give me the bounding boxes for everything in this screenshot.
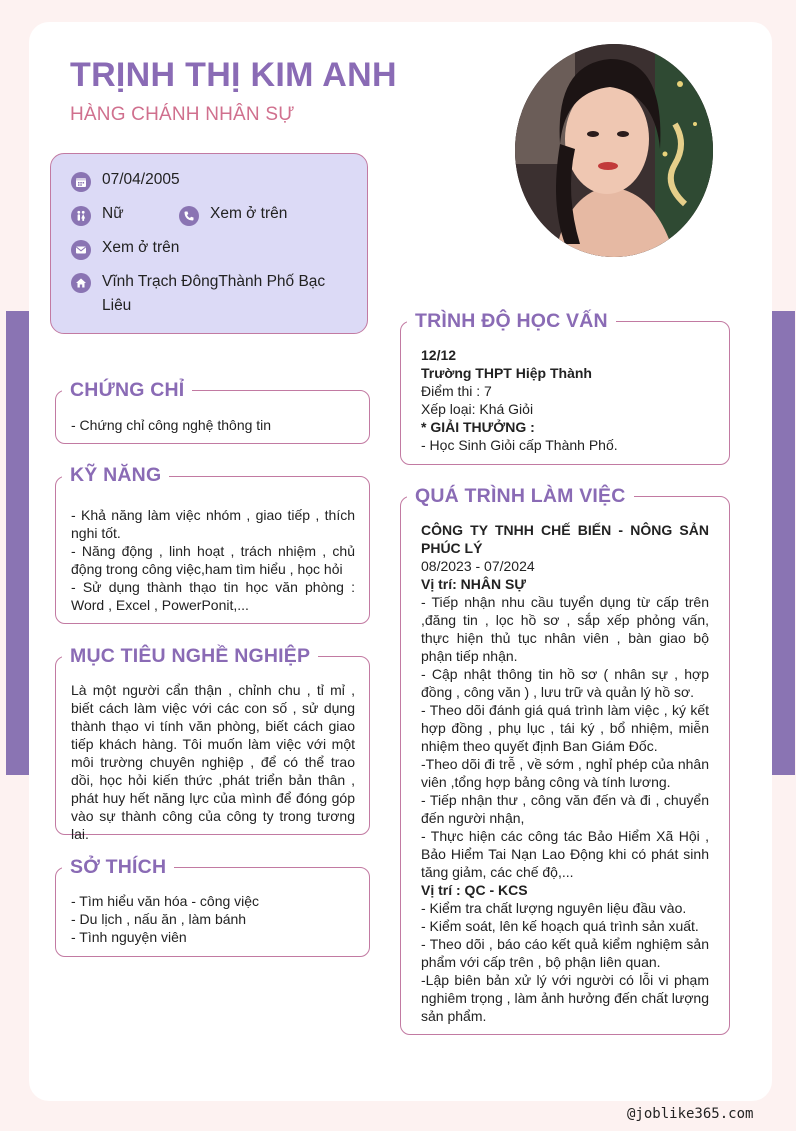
education-award: - Học Sinh Giỏi cấp Thành Phố. <box>421 437 618 453</box>
duty-item: - Kiểm soát, lên kế hoạch quá trình sản xuất. <box>421 918 699 934</box>
footer-brand: @joblike365.com <box>627 1106 754 1122</box>
objective-text: Là một người cẩn thận , chỉnh chu , tỉ mỉ , biết cách làm việc với các con số , sử dụng thành thạo vi tính văn phòng, biết cách giao tiếp khách hàng. Tôi muốn làm việc với một môi trường chuyên nghiệp , để có thể trao dồi, học hỏi kiến thức ,phát triển bản thân , phát huy hết năng lực của mình để đóng góp vào sự thành công của công ty trong tương lai. <box>71 682 355 842</box>
hobbies-title: SỞ THÍCH <box>62 856 174 879</box>
hobby-item: - Tìm hiểu văn hóa - công việc <box>71 893 260 909</box>
experience-title: QUÁ TRÌNH LÀM VIỆC <box>407 485 634 508</box>
profile-photo <box>515 44 713 257</box>
candidate-role: HÀNG CHÁNH NHÂN SỰ <box>70 104 295 125</box>
experience-body <box>421 521 709 1025</box>
calendar-icon <box>71 172 91 192</box>
duty-item: -Lập biên bản xử lý với người có lỗi vi phạm nghiêm trọng , làm ảnh hưởng đến chất lượng sản phẩm. <box>421 972 709 1024</box>
hobby-item: - Tình nguyện viên <box>71 929 187 945</box>
hobbies-list <box>71 892 355 946</box>
phone-row <box>179 205 287 226</box>
candidate-name: TRỊNH THỊ KIM ANH <box>70 56 397 94</box>
skills-list <box>71 506 355 614</box>
gender-row <box>71 205 124 226</box>
certificates-title: CHỨNG CHỈ <box>62 379 192 402</box>
left-accent-bar <box>6 311 29 775</box>
education-grade: 12/12 <box>421 347 457 363</box>
home-icon <box>71 273 91 293</box>
certificates-list <box>71 416 356 434</box>
email-row <box>71 239 179 260</box>
address-value: Vĩnh Trạch ĐôngThành Phố Bạc Liêu <box>102 273 326 314</box>
phone-icon <box>179 206 199 226</box>
education-awards-label: * GIẢI THƯỞNG : <box>421 419 535 435</box>
email-value: Xem ở trên <box>102 239 180 256</box>
gender-value: Nữ <box>102 205 124 222</box>
duty-item: - Thực hiện các công tác Bảo Hiểm Xã Hội , Bảo Hiểm Tai Nạn Lao Động khi có phát sinh tăng giảm, các chế độ,... <box>421 828 709 880</box>
education-body <box>421 346 717 454</box>
duty-item: -Theo dõi đi trễ , về sớm , nghỉ phép của nhân viên ,tổng hợp bảng công và tính lương. <box>421 756 709 790</box>
certificate-item: - Chứng chỉ công nghệ thông tin <box>71 417 272 433</box>
skill-item: - Năng động , linh hoạt , trách nhiệm , chủ động trong công việc,ham tìm hiểu , học hỏi <box>71 543 355 577</box>
profile-photo-illustration <box>515 44 713 257</box>
right-accent-bar <box>772 311 795 775</box>
position-hr: Vị trí: NHÂN SỰ <box>421 576 526 592</box>
duty-item: - Tiếp nhận thư , công văn đến và đi , chuyển đến người nhận, <box>421 792 709 826</box>
hobby-item: - Du lịch , nấu ăn , làm bánh <box>71 911 247 927</box>
address-row <box>71 273 341 318</box>
email-icon <box>71 240 91 260</box>
work-period: 08/2023 - 07/2024 <box>421 558 535 574</box>
skill-item: - Khả năng làm việc nhóm , giao tiếp , thích nghi tốt. <box>71 507 355 541</box>
duty-item: - Theo dõi đánh giá quá trình làm việc , ký kết hợp đồng , phụ lục , tái ký , bổ nhiệm, miễn nhiệm theo quyết định Ban Giám Đốc. <box>421 702 709 754</box>
phone-value: Xem ở trên <box>210 205 288 222</box>
duty-item: - Cập nhật thông tin hồ sơ ( nhân sự , hợp đồng , công văn ) , lưu trữ và quản lý hồ sơ. <box>421 666 709 700</box>
company-name: CÔNG TY TNHH CHẾ BIẾN - NÔNG SẢN PHÚC LÝ <box>421 522 709 556</box>
gender-icon <box>71 206 91 226</box>
skill-item: - Sử dụng thành thạo tin học văn phòng : Word , Excel , PowerPonit,... <box>71 579 355 613</box>
objective-title: MỤC TIÊU NGHỀ NGHIỆP <box>62 645 318 668</box>
birthdate-row <box>71 171 180 192</box>
education-rank: Xếp loại: Khá Giỏi <box>421 401 534 417</box>
skills-title: KỸ NĂNG <box>62 464 169 487</box>
birthdate-value: 07/04/2005 <box>102 171 180 188</box>
duty-item: - Tiếp nhận nhu cầu tuyển dụng từ cấp trên ,đăng tin , lọc hồ sơ , sắp xếp phỏng vấn, thực hiện thủ tục nhân viên , bàn giao bộ phận tiếp nhận. <box>421 594 709 664</box>
duty-item: - Theo dõi , báo cáo kết quả kiểm nghiệm sản phẩm với cấp trên , bộ phận liên quan. <box>421 936 709 970</box>
education-score: Điểm thi : 7 <box>421 383 492 399</box>
duty-item: - Kiểm tra chất lượng nguyên liệu đầu vào. <box>421 900 687 916</box>
position-qc: Vị trí : QC - KCS <box>421 882 528 898</box>
education-school: Trường THPT Hiệp Thành <box>421 365 592 381</box>
education-title: TRÌNH ĐỘ HỌC VẤN <box>407 310 616 333</box>
